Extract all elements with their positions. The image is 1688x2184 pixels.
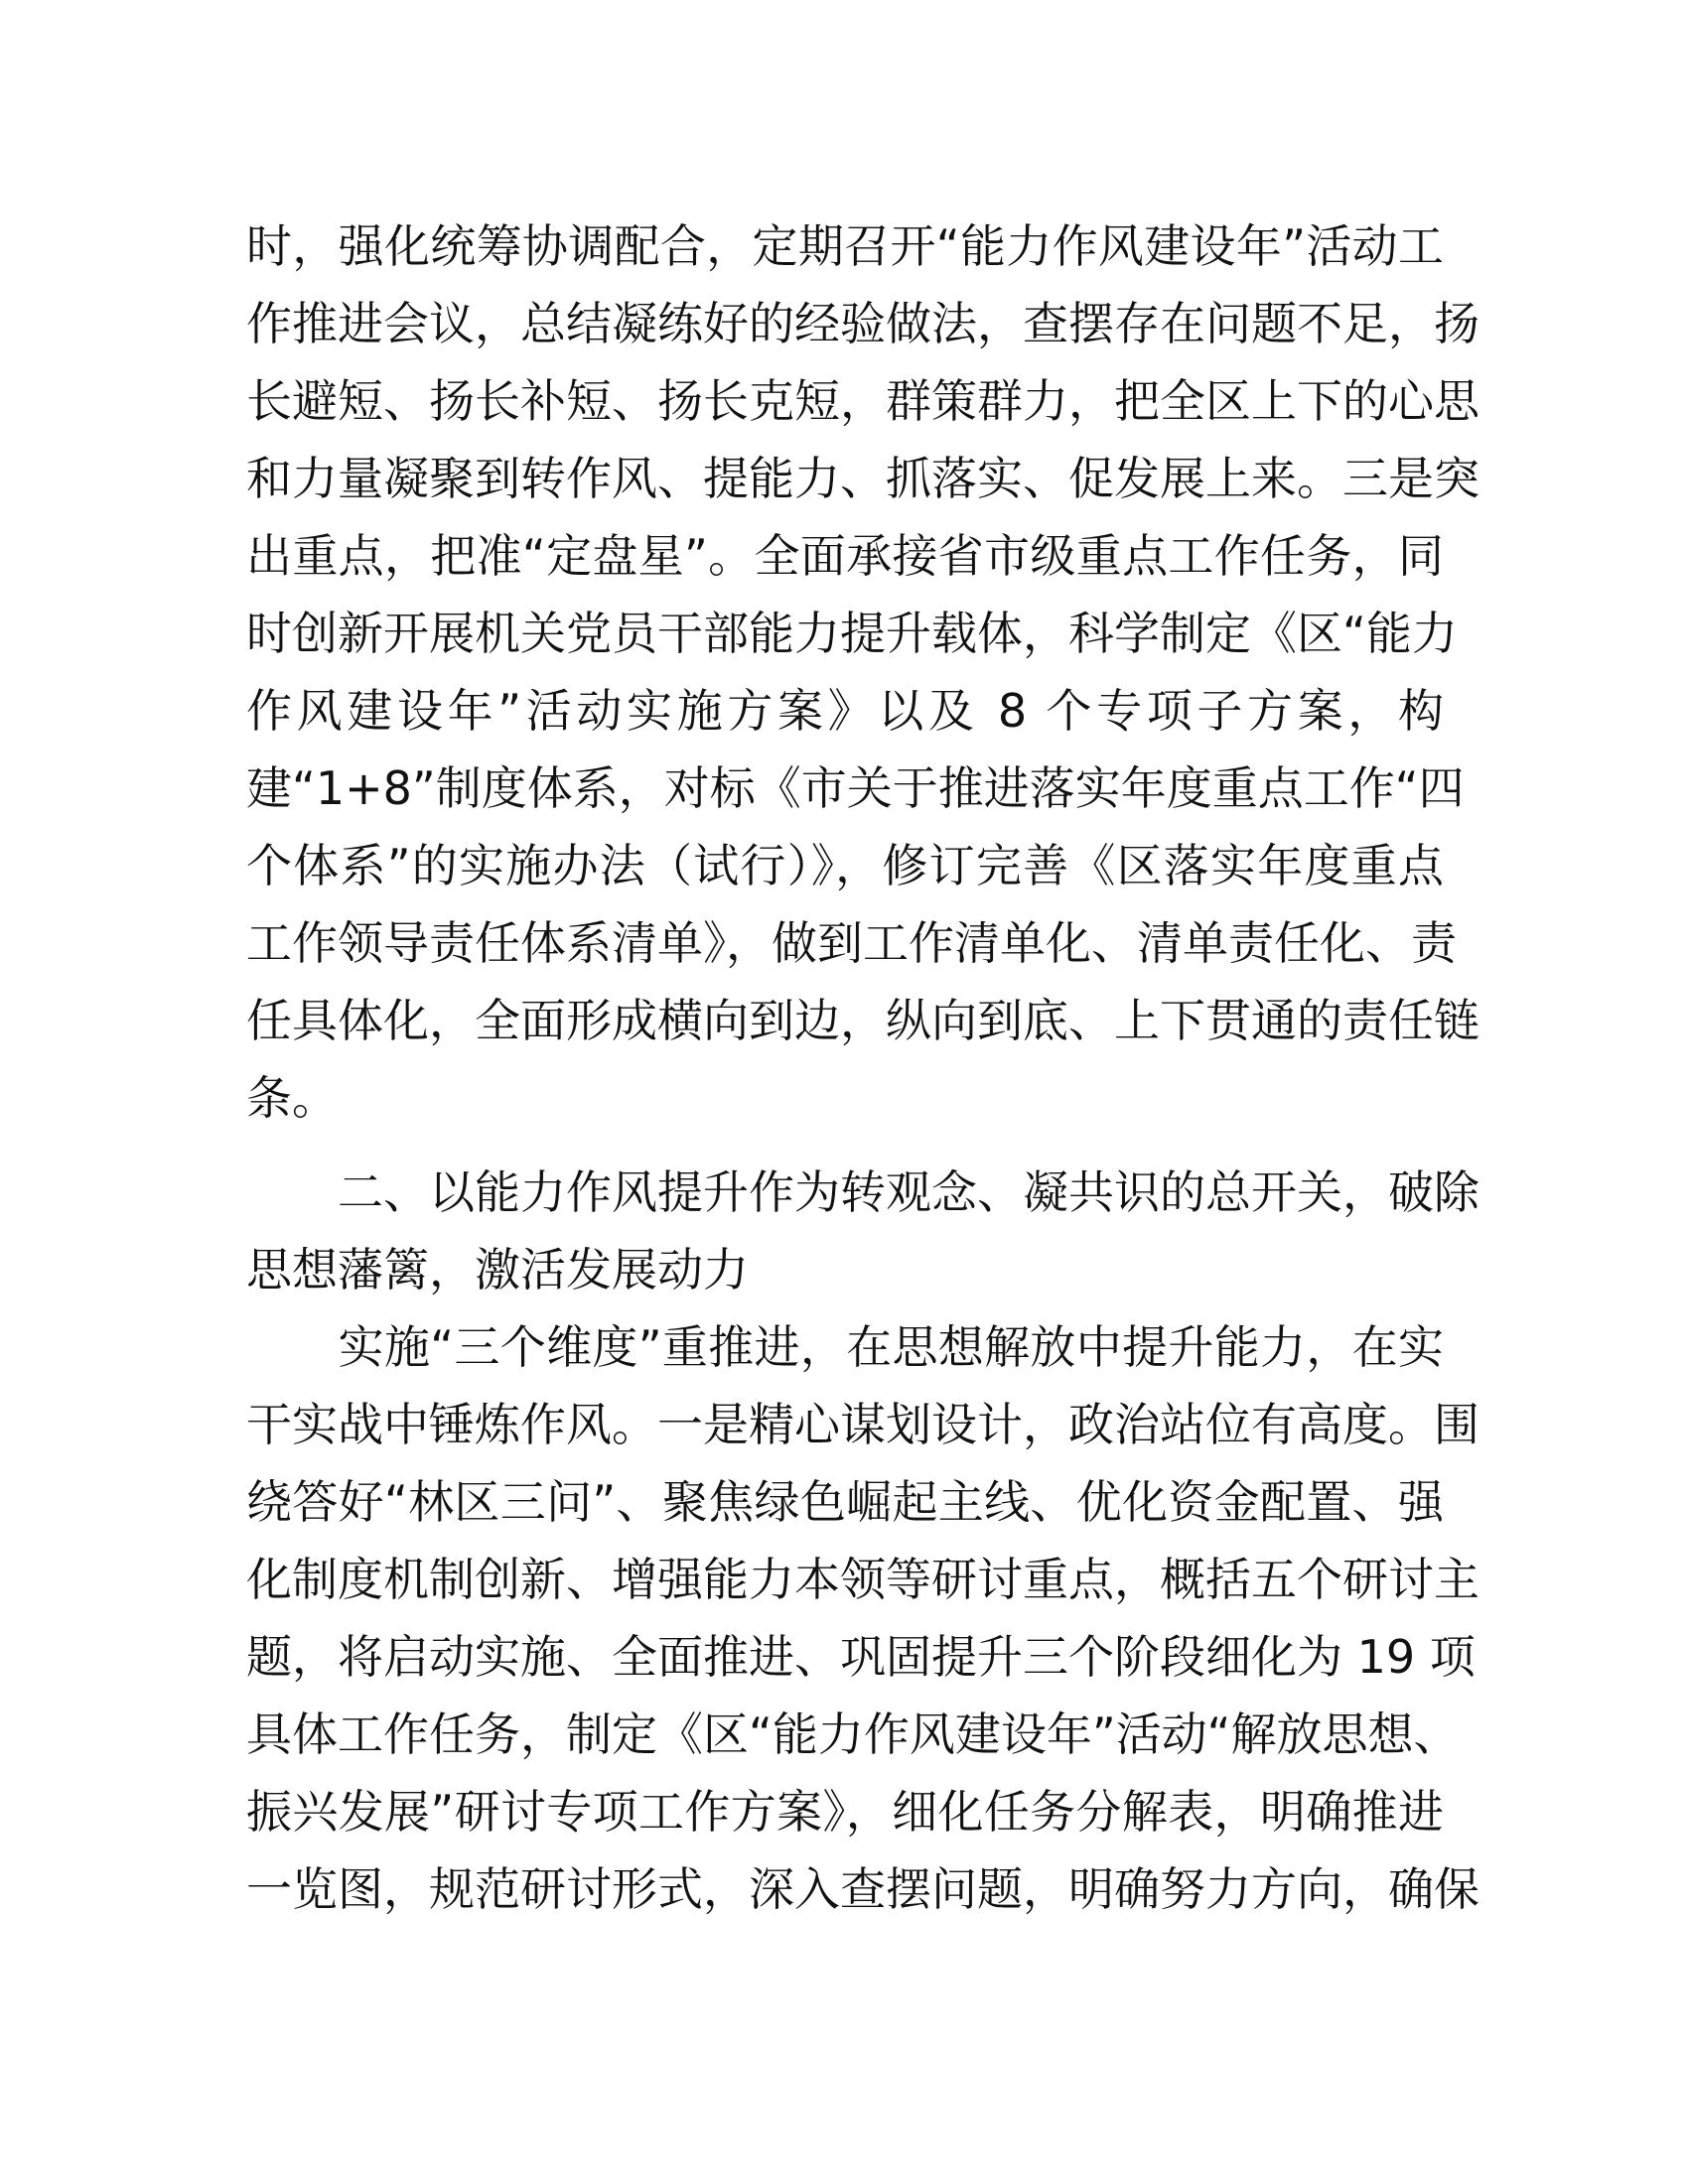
text-line: 实施“三个维度”重推进，在思想解放中提升能力，在实 [246, 1320, 1444, 1374]
text-line: 绕答好“林区三问”、聚焦绿色崛起主线、优化资金配置、强 [246, 1475, 1444, 1529]
paragraph-three-dimensions [246, 1308, 1479, 1928]
section-heading [246, 1154, 1479, 1308]
text-line: 条。 [246, 1071, 338, 1125]
text-line: 个体系”的实施办法（试行）》，修订完善《区落实年度重点 [246, 839, 1444, 892]
text-line: 建“1+8”制度体系，对标《市关于推进落实年度重点工作“四 [246, 761, 1465, 815]
text-line: 时创新开展机关党员干部能力提升载体，科学制定《区“能力 [246, 607, 1458, 660]
text-line: 工作领导责任体系清单》，做到工作清单化、清单责任化、责 [246, 916, 1457, 970]
text-line: 和力量凝聚到转作风、提能力、抓落实、促发展上来。三是突 [246, 452, 1479, 505]
paragraph-work-mechanism [246, 207, 1479, 1137]
heading-line: 二、以能力作风提升作为转观念、凝共识的总开关，破除 [246, 1165, 1479, 1219]
text-line: 振兴发展”研讨专项工作方案》，细化任务分解表，明确推进 [246, 1785, 1444, 1839]
text-line: 一览图，规范研讨形式，深入查摆问题，明确努力方向，确保 [246, 1862, 1479, 1916]
text-line: 任具体化，全面形成横向到边，纵向到底、上下贯通的责任链 [246, 994, 1479, 1047]
heading-line: 思想藩篱，激活发展动力 [246, 1243, 749, 1297]
text-line: 作风建设年”活动实施方案》以及 8 个专项子方案，构 [246, 684, 1444, 738]
text-line: 出重点，把准“定盘星”。全面承接省市级重点工作任务，同 [246, 529, 1444, 583]
text-line: 具体工作任务，制定《区“能力作风建设年”活动“解放思想、 [246, 1707, 1460, 1761]
text-line: 题，将启动实施、全面推进、巩固提升三个阶段细化为 19 项 [246, 1630, 1476, 1684]
text-line: 化制度机制创新、增强能力本领等研讨重点，概括五个研讨主 [246, 1553, 1479, 1606]
text-line: 作推进会议，总结凝练好的经验做法，查摆存在问题不足，扬 [246, 297, 1479, 350]
text-line: 长避短、扬长补短、扬长克短，群策群力，把全区上下的心思 [246, 374, 1479, 428]
text-line: 干实战中锤炼作风。一是精心谋划设计，政治站位有高度。围 [246, 1398, 1479, 1451]
text-line: 时，强化统筹协调配合，定期召开“能力作风建设年”活动工 [246, 219, 1444, 273]
